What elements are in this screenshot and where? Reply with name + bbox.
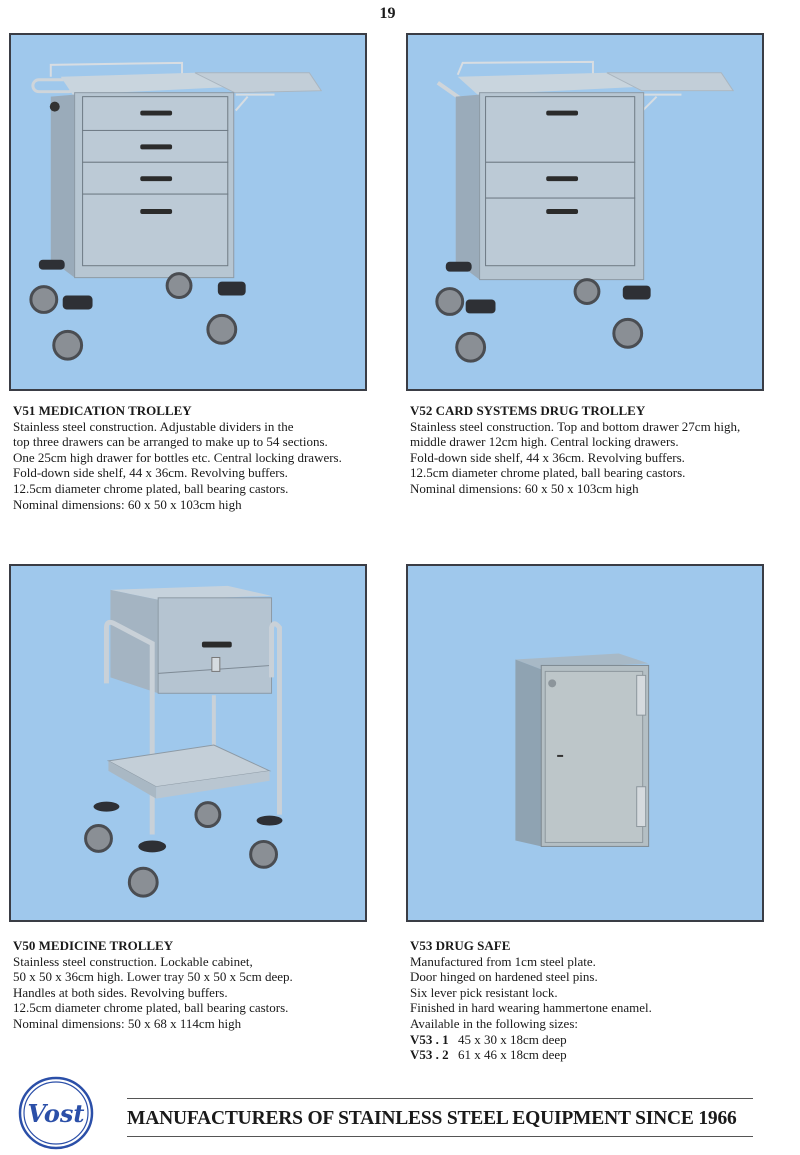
description-line: Six lever pick resistant lock. xyxy=(410,984,558,1000)
description-line: Stainless steel construction. Lockable cabinet, xyxy=(13,953,253,969)
medication-trolley-illustration xyxy=(11,35,365,389)
description-line: Stainless steel construction. Top and bottom drawer 27cm high, xyxy=(410,418,741,434)
product-image-v52 xyxy=(406,33,764,391)
description-line: Handles at both sides. Revolving buffers. xyxy=(13,984,228,1000)
footer-rule-top xyxy=(127,1098,753,1099)
description-line: One 25cm high drawer for bottles etc. Central locking drawers. xyxy=(13,449,342,465)
product-description-v50 xyxy=(13,938,293,1032)
description-line: 50 x 50 x 36cm high. Lower tray 50 x 50 x 5cm deep. xyxy=(13,969,293,985)
size-dims: 61 x 46 x 18cm deep xyxy=(458,1047,567,1063)
page-number: 19 xyxy=(379,5,396,22)
product-title: V51 MEDICATION TROLLEY xyxy=(13,403,192,418)
medicine-trolley-illustration xyxy=(11,566,365,920)
description-line: Door hinged on hardened steel pins. xyxy=(410,969,598,985)
product-image-v51 xyxy=(9,33,367,391)
product-image-v53 xyxy=(406,564,764,922)
description-line: Nominal dimensions: 60 x 50 x 103cm high xyxy=(13,496,242,512)
description-line: 12.5cm diameter chrome plated, ball bearing castors. xyxy=(13,1000,289,1016)
footer-rule-bottom xyxy=(127,1136,753,1137)
description-line: Manufactured from 1cm steel plate. xyxy=(410,953,596,969)
product-title: V53 DRUG SAFE xyxy=(410,938,511,953)
description-line: 12.5cm diameter chrome plated, ball bearing castors. xyxy=(13,480,289,496)
vost-logo-icon xyxy=(18,1076,94,1150)
description-line: Nominal dimensions: 50 x 68 x 114cm high xyxy=(13,1015,242,1031)
description-line: top three drawers can be arranged to make up to 54 sections. xyxy=(13,434,328,450)
description-line: Finished in hard wearing hammertone enamel. xyxy=(410,1000,652,1016)
footer-tagline: MANUFACTURERS OF STAINLESS STEEL EQUIPMENT SINCE 1966 xyxy=(127,1108,737,1129)
description-line: Fold-down side shelf, 44 x 36cm. Revolving buffers. xyxy=(410,449,685,465)
product-image-v50 xyxy=(9,564,367,922)
svg-text:Vost: Vost xyxy=(27,1099,85,1128)
description-line: Stainless steel construction. Adjustable dividers in the xyxy=(13,418,294,434)
product-title: V50 MEDICINE TROLLEY xyxy=(13,938,174,953)
drug-trolley-illustration xyxy=(408,35,762,389)
description-line: 12.5cm diameter chrome plated, ball bearing castors. xyxy=(410,465,686,481)
size-code: V53 . 2 xyxy=(410,1047,449,1063)
product-description-v53 xyxy=(410,938,652,1063)
product-title: V52 CARD SYSTEMS DRUG TROLLEY xyxy=(410,403,646,418)
description-line: middle drawer 12cm high. Central locking drawers. xyxy=(410,434,679,450)
description-line: Available in the following sizes: xyxy=(410,1015,578,1031)
product-description-v51 xyxy=(13,403,342,512)
drug-safe-illustration xyxy=(408,566,762,920)
description-line: Fold-down side shelf, 44 x 36cm. Revolving buffers. xyxy=(13,465,288,481)
size-table xyxy=(410,1032,652,1063)
description-line: Nominal dimensions: 60 x 50 x 103cm high xyxy=(410,480,639,496)
size-dims: 45 x 30 x 18cm deep xyxy=(458,1031,567,1047)
vost-logo xyxy=(18,1076,94,1150)
size-code: V53 . 1 xyxy=(410,1031,449,1047)
product-description-v52 xyxy=(410,403,740,497)
